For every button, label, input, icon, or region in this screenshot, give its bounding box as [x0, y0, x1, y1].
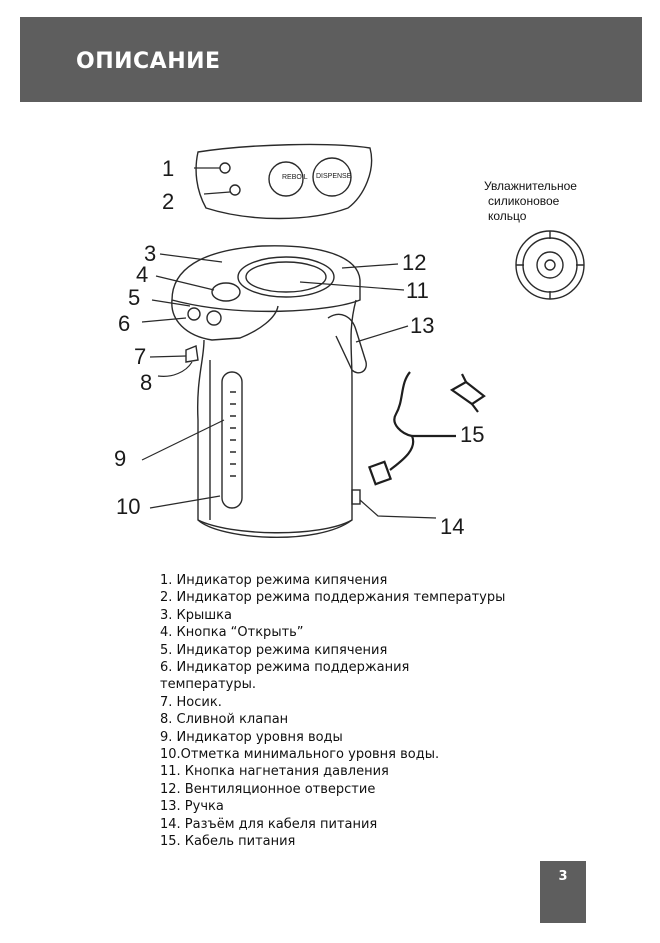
legend-item: 6. Индикатор режима поддержания	[160, 660, 410, 676]
legend-item: 2. Индикатор режима поддержания температуры	[160, 590, 506, 606]
cable-connector	[369, 462, 390, 484]
callout-1: 1	[162, 156, 175, 181]
callout-2: 2	[162, 189, 175, 214]
legend-item: 13. Ручка	[160, 799, 224, 815]
callout-7: 7	[134, 344, 147, 369]
legend-item: 5. Индикатор режима кипячения	[160, 642, 388, 658]
lid-outline	[172, 246, 360, 312]
reboil-button-label: REBOIL	[282, 174, 308, 181]
open-button-oval	[212, 283, 240, 301]
parts-legend	[160, 572, 560, 851]
legend-item: 14. Разъём для кабеля питания	[160, 816, 378, 832]
callout-3: 3	[144, 241, 157, 266]
legend-item: 1. Индикатор режима кипячения	[160, 573, 388, 588]
callout-9: 9	[114, 446, 127, 471]
spout-outline	[186, 346, 198, 362]
handle-outline	[328, 314, 366, 372]
control-panel-outline	[196, 145, 372, 219]
power-cable	[390, 372, 413, 470]
callout-15: 15	[460, 422, 485, 447]
legend-item: 10.Отметка минимального уровня воды.	[160, 747, 440, 763]
silicone-ring-label: Увлажнительное силиконовое кольцо	[484, 179, 577, 223]
page-number: 3	[558, 869, 568, 884]
callout-6: 6	[118, 311, 131, 336]
legend-item: 12. Вентиляционное отверстие	[160, 781, 376, 797]
legend-item: 15. Кабель питания	[160, 834, 296, 850]
silicone-ring-icon	[516, 231, 584, 299]
legend-item: 3. Крышка	[160, 607, 232, 623]
callout-4: 4	[136, 262, 149, 287]
legend-item: 8. Сливной клапан	[160, 712, 289, 728]
dispense-button-label: DISPENSE	[316, 173, 352, 180]
legend-item: 4. Кнопка “Открыть”	[160, 625, 304, 641]
legend-item: 7. Носик.	[160, 694, 222, 710]
callout-12: 12	[402, 250, 427, 275]
legend-item: 11. Кнопка нагнетания давления	[160, 764, 389, 780]
page-number-box	[540, 861, 586, 923]
callout-8: 8	[140, 370, 153, 395]
callout-11: 11	[406, 278, 429, 303]
page-title: ОПИСАНИЕ	[76, 49, 221, 74]
pressure-button-oval	[238, 257, 334, 297]
callout-14: 14	[440, 514, 465, 539]
callout-10: 10	[116, 494, 141, 519]
legend-item: 9. Индикатор уровня воды	[160, 729, 343, 745]
callout-5: 5	[128, 285, 141, 310]
indicator-light-2	[230, 185, 240, 195]
cable-socket	[352, 490, 360, 504]
power-plug	[452, 382, 484, 404]
indicator-light-1	[220, 163, 230, 173]
legend-item: температуры.	[160, 677, 257, 693]
callout-13: 13	[410, 313, 435, 338]
